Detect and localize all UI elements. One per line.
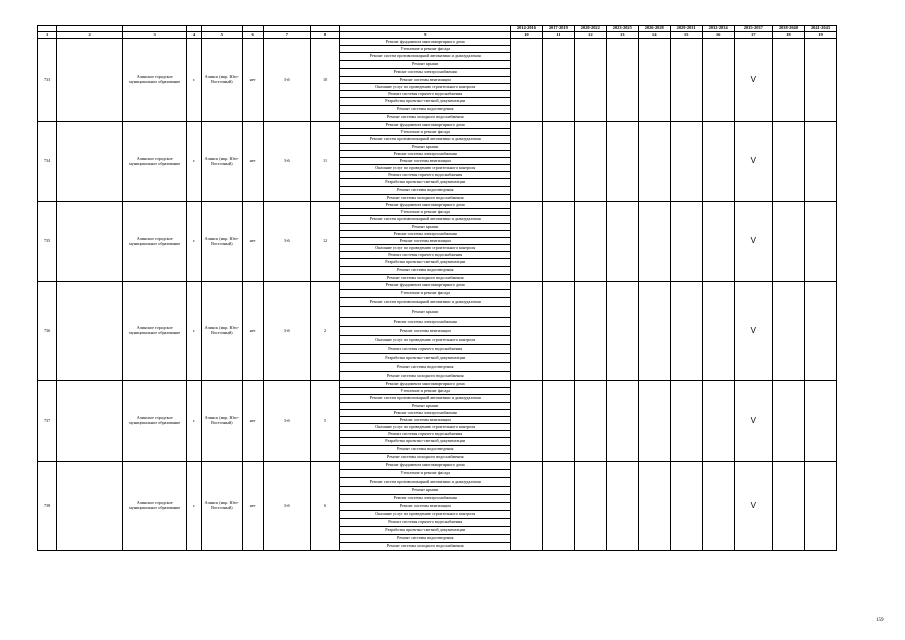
- work-type: Оказание услуг по проведению строительного контроля: [340, 336, 510, 345]
- table-row: [38, 462, 837, 470]
- column-number: 17: [734, 32, 772, 39]
- work-type: Ремонт системы вентиляции: [340, 503, 510, 511]
- period-cell: [542, 282, 574, 381]
- municipality: Ачинское городское муниципальное образование: [123, 381, 187, 462]
- work-type: Оказание услуг по проведению строительного контроля: [340, 424, 510, 431]
- row-number: 736: [38, 282, 57, 381]
- period-cell: [670, 122, 702, 202]
- period-cell: [542, 122, 574, 202]
- period-cell: [574, 462, 606, 551]
- work-type: Ремонт системы водоотведения: [340, 363, 510, 372]
- work-type: Оказание услуг по проведению строительного контроля: [340, 165, 510, 172]
- program-table: [37, 25, 837, 551]
- street: 3-й: [263, 202, 310, 282]
- empty-cell: [57, 39, 123, 122]
- work-type: Ремонт системы горячего водоснабжения: [340, 519, 510, 527]
- period-cell: [804, 462, 836, 551]
- period-cell: [606, 462, 638, 551]
- period-cell: [702, 39, 734, 122]
- house-number: 11: [310, 122, 340, 202]
- period-cell: [574, 381, 606, 462]
- work-type: Ремонт системы холодного водоснабжения: [340, 275, 510, 282]
- work-type: Ремонт систем противопожарной автоматики и дымоудаления: [340, 136, 510, 144]
- column-number: 16: [702, 32, 734, 39]
- street: 3-й: [263, 282, 310, 381]
- period-mark: V: [734, 39, 772, 122]
- period-cell: [638, 122, 670, 202]
- column-number: 1: [38, 32, 57, 39]
- settlement: Ачинск (мкр. Юго-Восточный): [202, 381, 242, 462]
- column-number: 13: [606, 32, 638, 39]
- work-type: Ремонт систем противопожарной автоматики и дымоудаления: [340, 478, 510, 487]
- work-type: Ремонт крыши: [340, 224, 510, 231]
- work-type: Ремонт системы вентиляции: [340, 158, 510, 165]
- work-type: Ремонт системы вентиляции: [340, 238, 510, 245]
- period-cell: [670, 462, 702, 551]
- period-cell: [606, 282, 638, 381]
- work-type: Ремонт фундамента многоквартирного дома: [340, 462, 510, 470]
- work-type: Ремонт крыши: [340, 307, 510, 318]
- table-row: [38, 282, 837, 290]
- period-cell: [702, 122, 734, 202]
- period-cell: [638, 462, 670, 551]
- street: 3-й: [263, 39, 310, 122]
- period-cell: [670, 282, 702, 381]
- house-number: 10: [310, 39, 340, 122]
- period-cell: [804, 202, 836, 282]
- period-cell: [702, 282, 734, 381]
- work-type: Утепление и ремонт фасада: [340, 209, 510, 216]
- column-number: 15: [670, 32, 702, 39]
- row-number: 737: [38, 381, 57, 462]
- work-type: Ремонт системы водоотведения: [340, 535, 510, 543]
- work-type: Разработка проектно-сметной документации: [340, 527, 510, 535]
- table-row: [38, 381, 837, 388]
- period-cell: [638, 282, 670, 381]
- settlement-type: г.: [187, 381, 202, 462]
- settlement: Ачинск (мкр. Юго-Восточный): [202, 462, 242, 551]
- period-header: 2017-2019: [542, 26, 574, 32]
- period-cell: [574, 202, 606, 282]
- period-cell: [638, 202, 670, 282]
- period-cell: [670, 202, 702, 282]
- period-cell: [702, 202, 734, 282]
- settlement: Ачинск (мкр. Юго-Восточный): [202, 282, 242, 381]
- period-cell: [772, 282, 804, 381]
- work-type: Оказание услуг по проведению строительного контроля: [340, 245, 510, 252]
- column-number: 10: [510, 32, 542, 39]
- period-header: 2020-2022: [574, 26, 606, 32]
- work-type: Разработка проектно-сметной документации: [340, 438, 510, 446]
- row-number: 735: [38, 202, 57, 282]
- period-cell: [772, 122, 804, 202]
- period-cell: [804, 122, 836, 202]
- period-cell: [606, 202, 638, 282]
- row-number: 738: [38, 462, 57, 551]
- period-cell: [670, 39, 702, 122]
- work-type: Ремонт системы холодного водоснабжения: [340, 195, 510, 202]
- work-type: Ремонт системы горячего водоснабжения: [340, 91, 510, 98]
- municipality: Ачинское городское муниципальное образование: [123, 462, 187, 551]
- work-type: Ремонт фундамента многоквартирного дома: [340, 39, 510, 46]
- column-number: 2: [57, 32, 123, 39]
- work-type: Ремонт крыши: [340, 487, 510, 495]
- period-cell: [772, 381, 804, 462]
- municipality: Ачинское городское муниципальное образование: [123, 122, 187, 202]
- period-header: 2032-2034: [702, 26, 734, 32]
- period-cell: [702, 462, 734, 551]
- work-type: Разработка проектно-сметной документации: [340, 179, 510, 187]
- period-header: 2014-2016: [510, 26, 542, 32]
- work-type: Утепление и ремонт фасада: [340, 290, 510, 298]
- column-number: 3: [123, 32, 187, 39]
- settlement-type: г.: [187, 462, 202, 551]
- settlement: Ачинск (мкр. Юго-Восточный): [202, 39, 242, 122]
- work-type: Оказание услуг по проведению строительного контроля: [340, 511, 510, 519]
- column-number-row: [38, 32, 837, 39]
- period-cell: [510, 122, 542, 202]
- period-cell: [574, 39, 606, 122]
- period-header: 2041-2043: [804, 26, 836, 32]
- column-number: 5: [202, 32, 242, 39]
- column-number: 12: [574, 32, 606, 39]
- period-cell: [510, 282, 542, 381]
- page-number: 159: [876, 618, 884, 623]
- period-cell: [510, 39, 542, 122]
- period-cell: [772, 462, 804, 551]
- work-type: Ремонт систем противопожарной автоматики и дымоудаления: [340, 53, 510, 61]
- settlement-type: г.: [187, 202, 202, 282]
- column-number: 9: [340, 32, 510, 39]
- period-cell: [804, 381, 836, 462]
- work-type: Ремонт системы электроснабжения: [340, 231, 510, 238]
- period-cell: [606, 381, 638, 462]
- district: нет: [242, 39, 263, 122]
- column-number: 6: [242, 32, 263, 39]
- work-type: Ремонт фундамента многоквартирного дома: [340, 122, 510, 129]
- empty-cell: [57, 122, 123, 202]
- work-type: Ремонт систем противопожарной автоматики и дымоудаления: [340, 216, 510, 224]
- period-cell: [574, 122, 606, 202]
- work-type: Ремонт фундамента многоквартирного дома: [340, 282, 510, 290]
- work-type: Утепление и ремонт фасада: [340, 470, 510, 478]
- house-number: 2: [310, 282, 340, 381]
- period-cell: [670, 381, 702, 462]
- period-header: 2023-2025: [606, 26, 638, 32]
- column-number: 18: [772, 32, 804, 39]
- district: нет: [242, 282, 263, 381]
- work-type: Ремонт системы холодного водоснабжения: [340, 454, 510, 462]
- work-type: Ремонт системы электроснабжения: [340, 151, 510, 158]
- work-type: Ремонт систем противопожарной автоматики и дымоудаления: [340, 395, 510, 403]
- period-cell: [702, 381, 734, 462]
- table-row: [38, 202, 837, 209]
- period-cell: [772, 202, 804, 282]
- street: 3-й: [263, 462, 310, 551]
- work-type: Ремонт системы вентиляции: [340, 327, 510, 336]
- work-type: Ремонт системы электроснабжения: [340, 410, 510, 417]
- work-type: Утепление и ремонт фасада: [340, 46, 510, 53]
- work-type: Ремонт системы вентиляции: [340, 417, 510, 424]
- work-type: Ремонт крыши: [340, 144, 510, 151]
- settlement-type: г.: [187, 122, 202, 202]
- period-cell: [542, 202, 574, 282]
- work-type: Ремонт системы горячего водоснабжения: [340, 252, 510, 259]
- empty-cell: [57, 462, 123, 551]
- work-type: Ремонт системы холодного водоснабжения: [340, 543, 510, 551]
- settlement-type: г.: [187, 282, 202, 381]
- work-type: Ремонт крыши: [340, 61, 510, 69]
- period-cell: [606, 39, 638, 122]
- column-number: 11: [542, 32, 574, 39]
- settlement-type: г.: [187, 39, 202, 122]
- work-type: Ремонт системы электроснабжения: [340, 69, 510, 77]
- period-cell: [804, 39, 836, 122]
- work-type: Ремонт фундамента многоквартирного дома: [340, 381, 510, 388]
- work-type: Ремонт фундамента многоквартирного дома: [340, 202, 510, 209]
- empty-cell: [57, 202, 123, 282]
- municipality: Ачинское городское муниципальное образование: [123, 39, 187, 122]
- period-cell: [510, 381, 542, 462]
- work-type: Ремонт системы горячего водоснабжения: [340, 172, 510, 179]
- table-row: [38, 122, 837, 129]
- municipality: Ачинское городское муниципальное образование: [123, 202, 187, 282]
- work-type: Разработка проектно-сметной документации: [340, 98, 510, 106]
- table-row: [38, 39, 837, 46]
- house-number: 12: [310, 202, 340, 282]
- empty-cell: [57, 381, 123, 462]
- period-cell: [542, 462, 574, 551]
- work-type: Ремонт системы водоотведения: [340, 187, 510, 195]
- period-cell: [542, 39, 574, 122]
- period-header: 2035-2037: [734, 26, 772, 32]
- work-type: Ремонт системы электроснабжения: [340, 495, 510, 503]
- work-type: Оказание услуг по проведению строительного контроля: [340, 84, 510, 91]
- work-type: Ремонт системы водоотведения: [340, 267, 510, 275]
- work-type: Ремонт систем противопожарной автоматики и дымоудаления: [340, 298, 510, 307]
- column-number: 19: [804, 32, 836, 39]
- work-type: Ремонт системы электроснабжения: [340, 318, 510, 327]
- period-cell: [510, 202, 542, 282]
- period-cell: [606, 122, 638, 202]
- street: 3-й: [263, 381, 310, 462]
- period-cell: [542, 381, 574, 462]
- street: 3-й: [263, 122, 310, 202]
- work-type: Разработка проектно-сметной документации: [340, 259, 510, 267]
- work-type: Ремонт системы холодного водоснабжения: [340, 372, 510, 381]
- period-header: 2029-2031: [670, 26, 702, 32]
- period-cell: [510, 462, 542, 551]
- house-number: 6: [310, 462, 340, 551]
- column-number: 7: [263, 32, 310, 39]
- district: нет: [242, 202, 263, 282]
- work-type: Утепление и ремонт фасада: [340, 129, 510, 136]
- house-number: 5: [310, 381, 340, 462]
- period-cell: [638, 39, 670, 122]
- period-header: 2026-2028: [638, 26, 670, 32]
- district: нет: [242, 381, 263, 462]
- row-number: 734: [38, 122, 57, 202]
- municipality: Ачинское городское муниципальное образование: [123, 282, 187, 381]
- period-mark: V: [734, 282, 772, 381]
- district: нет: [242, 462, 263, 551]
- column-number: 14: [638, 32, 670, 39]
- settlement: Ачинск (мкр. Юго-Восточный): [202, 202, 242, 282]
- work-type: Ремонт крыши: [340, 403, 510, 410]
- district: нет: [242, 122, 263, 202]
- work-type: Утепление и ремонт фасада: [340, 388, 510, 395]
- period-mark: V: [734, 202, 772, 282]
- period-cell: [772, 39, 804, 122]
- work-type: Ремонт системы водоотведения: [340, 106, 510, 114]
- period-cell: [638, 381, 670, 462]
- work-type: Ремонт системы водоотведения: [340, 446, 510, 454]
- work-type: Ремонт системы горячего водоснабжения: [340, 431, 510, 438]
- period-cell: [574, 282, 606, 381]
- work-type: Ремонт системы вентиляции: [340, 77, 510, 84]
- work-type: Разработка проектно-сметной документации: [340, 354, 510, 363]
- period-mark: V: [734, 381, 772, 462]
- period-header: 2038-2040: [772, 26, 804, 32]
- empty-cell: [57, 282, 123, 381]
- period-mark: V: [734, 122, 772, 202]
- work-type: Ремонт системы горячего водоснабжения: [340, 345, 510, 354]
- work-type: Ремонт системы холодного водоснабжения: [340, 114, 510, 122]
- settlement: Ачинск (мкр. Юго-Восточный): [202, 122, 242, 202]
- column-number: 4: [187, 32, 202, 39]
- row-number: 733: [38, 39, 57, 122]
- column-number: 8: [310, 32, 340, 39]
- period-cell: [804, 282, 836, 381]
- period-mark: V: [734, 462, 772, 551]
